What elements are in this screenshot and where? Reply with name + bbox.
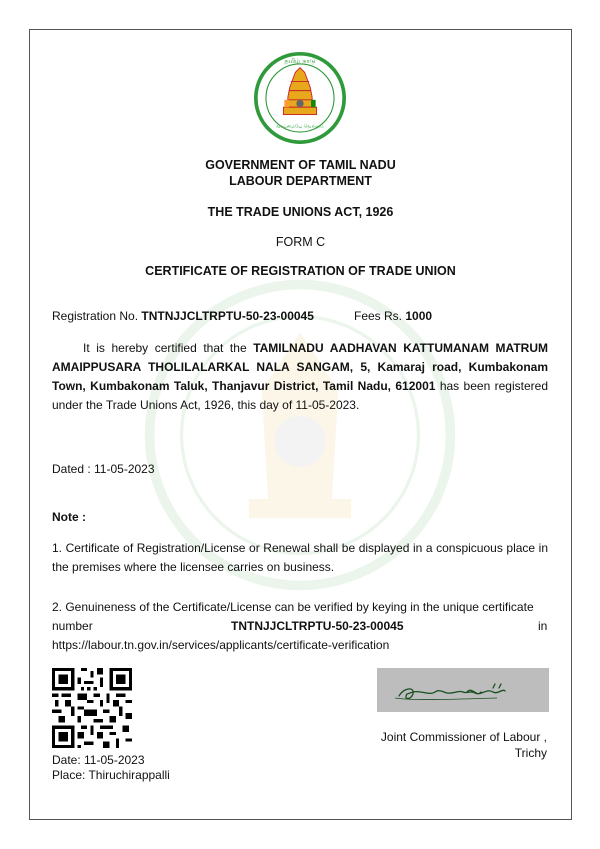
note-item-2-number-label: number [52,619,93,633]
tamil-nadu-emblem-icon [254,52,346,144]
certification-paragraph [52,339,548,415]
note-item-2: 2. Genuineness of the Certificate/License can be verified by keying in the unique certificate [52,600,534,614]
svg-text:தமிழ் நாடு: தமிழ் நாடு [284,57,316,66]
note-item-2-in: in [538,619,548,633]
fees-line [354,307,432,326]
certificate-title: CERTIFICATE OF REGISTRATION OF TRADE UNION [145,264,456,278]
note-item-1: 1. Certificate of Registration/License or Renewal shall be displayed in a conspicuous place in the premises where the licensee carries on business. [52,541,548,574]
signatory-block [330,729,547,761]
form-label: FORM C [275,235,326,249]
signatory-title: Joint Commissioner of Labour , [380,730,547,744]
act-title: THE TRADE UNIONS ACT, 1926 [207,205,394,219]
fees-label: Fees Rs. [354,309,403,323]
footer-date: Date: 11-05-2023 [52,753,145,767]
certificate-code: TNTNJJCLTRPTU-50-23-00045 [231,619,404,633]
department-name: LABOUR DEPARTMENT [229,174,372,188]
qr-code-icon [52,668,132,748]
verification-url[interactable]: https://labour.tn.gov.in/services/applicants/certificate-verification [52,638,390,652]
note-heading: Note : [52,510,86,524]
signature-image [377,668,549,712]
signatory-location: Trichy [514,746,547,760]
certification-intro: It is hereby certified that the [83,341,247,355]
footer-place: Place: Thiruchirappalli [52,768,170,782]
union-name-address: TAMILNADU AADHAVAN KATTUMANAM MATRUM AMAIPPUSARA THOLILALARKAL NALA SANGAM, 5, Kamaraj road, Kumbakonam Town, Kumbakonam Taluk, Thanjavur District, Tamil Nadu, 612001 [52,341,548,393]
dated-line: Dated : 11-05-2023 [52,462,155,476]
svg-text:வாய்மையே வெல்லும்: வாய்மையே வெல்லும் [276,124,324,130]
government-name: GOVERNMENT OF TAMIL NADU [205,158,396,172]
certification-outro: has been registered under the Trade Unions Act, 1926, this day of 11-05-2023. [52,379,548,412]
fees-value: 1000 [405,309,433,323]
header-government [29,157,572,189]
registration-number: TNTNJJCLTRPTU-50-23-00045 [141,309,314,323]
registration-line [52,307,314,326]
registration-label: Registration No. [52,309,139,323]
